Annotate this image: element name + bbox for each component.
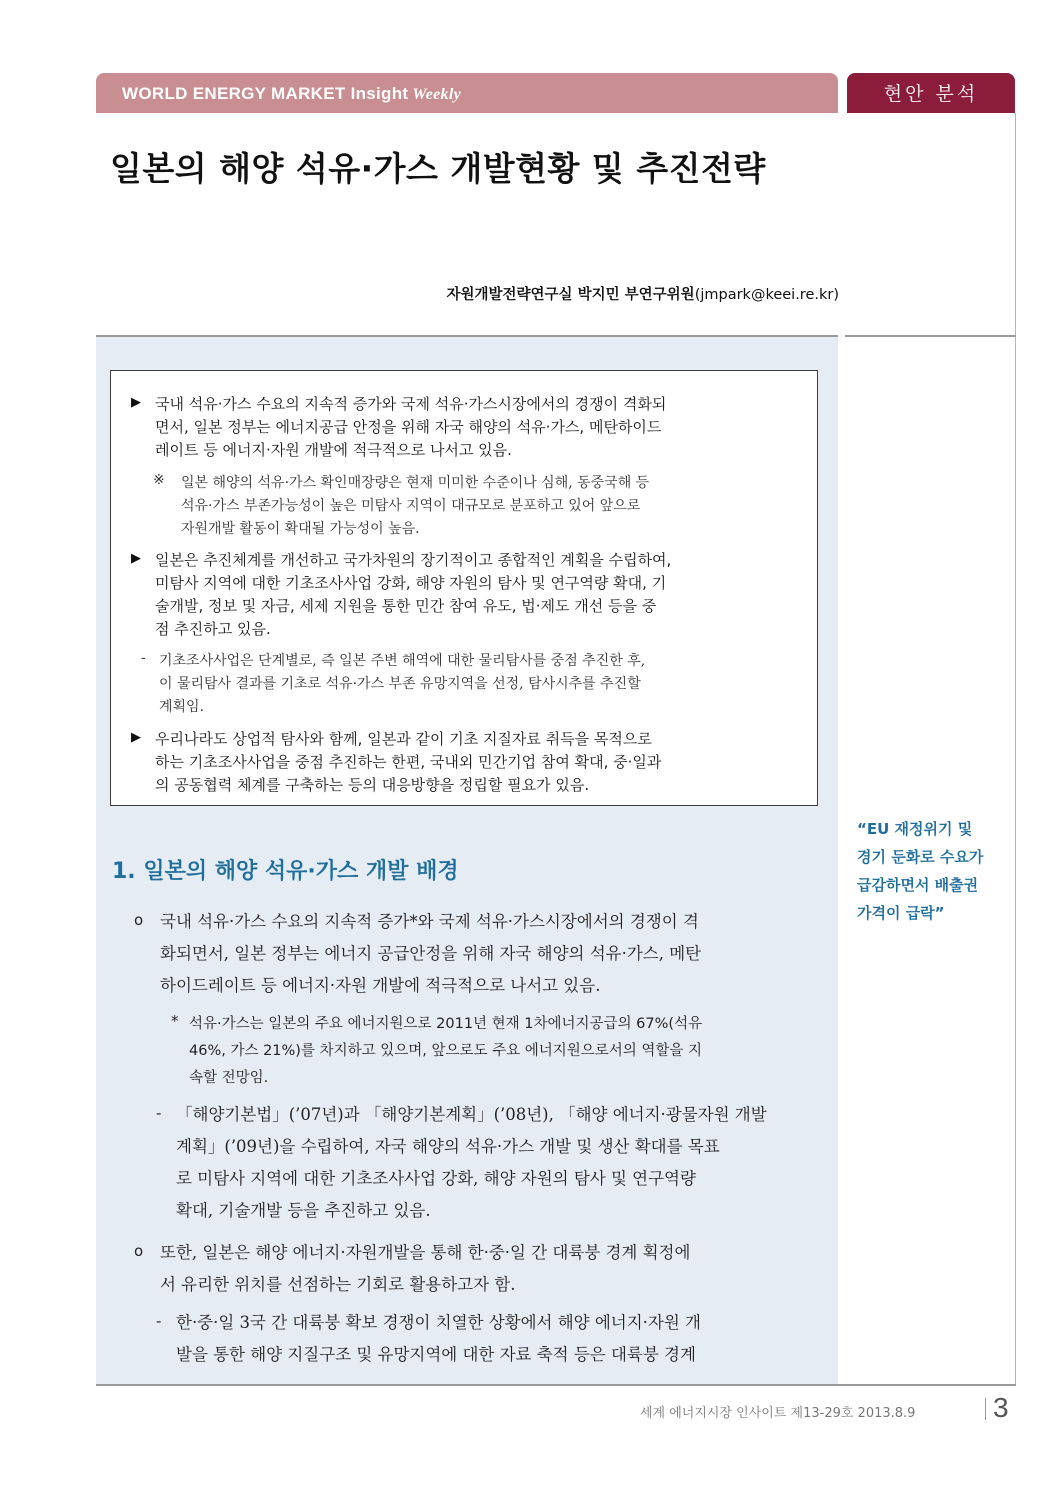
summary-note-line: 일본 해양의 석유·가스 확인매장량은 현재 미미한 수준이나 심해, 동중국해 등	[181, 475, 650, 491]
sidebar-quote-line: “EU 재정위기 및	[857, 820, 973, 838]
summary-line: 점 추진하고 있음.	[155, 620, 271, 638]
right-divider	[1015, 113, 1016, 1385]
body-line: 계획」(’09년)을 수립하여, 자국 해양의 석유·가스 개발 및 생산 확대를 목표	[176, 1137, 720, 1156]
footer-separator	[985, 1398, 986, 1420]
body-line: 국내 석유·가스 수요의 지속적 증가*와 국제 석유·가스시장에서의 경쟁이 격	[160, 912, 699, 931]
summary-line: 미탐사 지역에 대한 기초조사사업 강화, 해양 자원의 탐사 및 연구역량 확대, 기	[155, 574, 667, 592]
summary-line: 하는 기초조사사업을 중점 추진하는 한편, 국내외 민간기업 참여 확대, 중·일과	[155, 753, 662, 771]
footnote-marker: *	[171, 1012, 179, 1030]
author-line	[446, 283, 839, 304]
footnote-line: 속할 전망임.	[189, 1070, 269, 1086]
summary-note-line: 자원개발 활동이 확대될 가능성이 높음.	[181, 521, 420, 537]
body-line: 로 미탐사 지역에 대한 기초조사사업 강화, 해양 자원의 탐사 및 연구역량	[176, 1169, 696, 1188]
summary-note-line: 기초조사사업은 단계별로, 즉 일본 주변 해역에 대한 물리탐사를 중점 추진한 후,	[159, 653, 646, 669]
body-line: 「해양기본법」(’07년)과 「해양기본계획」(’08년), 「해양 에너지·광물자원 개발	[176, 1105, 767, 1124]
summary-line: 일본은 추진체계를 개선하고 국가차원의 장기적이고 종합적인 계획을 수립하여,	[155, 551, 672, 569]
body-line: 발을 통한 해양 지질구조 및 유망지역에 대한 자료 축적 등은 대륙붕 경계	[176, 1345, 696, 1364]
brand-name: WORLD ENERGY MARKET Insight	[122, 84, 409, 103]
body-line: 확대, 기술개발 등을 추진하고 있음.	[176, 1201, 431, 1220]
summary-box	[110, 370, 818, 806]
bullet-triangle-icon: ▶	[131, 395, 141, 410]
dash-marker: -	[141, 650, 146, 666]
summary-line: 술개발, 정보 및 자금, 세제 지원을 통한 민간 참여 유도, 법·제도 개선 등을 중	[155, 597, 657, 615]
dash-marker: -	[156, 1104, 162, 1122]
sidebar-quote-line: 경기 둔화로 수요가	[857, 848, 984, 866]
summary-line: 국내 석유·가스 수요의 지속적 증가와 국제 석유·가스시장에서의 경쟁이 격화되	[155, 395, 667, 413]
header-divider-side	[845, 335, 1016, 337]
body-line: 화되면서, 일본 정부는 에너지 공급안정을 위해 자국 해양의 석유·가스, 메탄	[160, 944, 702, 963]
body-line: 하이드레이트 등 에너지·자원 개발에 적극적으로 나서고 있음.	[160, 976, 601, 995]
note-marker: ※	[153, 472, 165, 488]
bullet-triangle-icon: ▶	[131, 551, 141, 566]
article-title: 일본의 해양 석유·가스 개발현황 및 추진전략	[110, 149, 766, 188]
bullet-triangle-icon: ▶	[131, 730, 141, 745]
brand-suffix: Weekly	[412, 86, 461, 103]
page-number: 3	[993, 1392, 1009, 1423]
sidebar-quote-line: 가격이 급락”	[857, 904, 945, 922]
summary-note-line: 계획임.	[159, 699, 205, 715]
bullet-marker: o	[134, 911, 144, 929]
author-name: 자원개발전략연구실 박지민 부연구위원	[446, 287, 695, 303]
footer-publication: 세계 에너지시장 인사이트 제13-29호 2013.8.9	[640, 1406, 916, 1421]
dash-marker: -	[156, 1312, 162, 1330]
body-line: 또한, 일본은 해양 에너지·자원개발을 통해 한·중·일 간 대륙붕 경계 획정에	[160, 1243, 691, 1262]
bullet-marker: o	[134, 1242, 144, 1260]
summary-line: 의 공동협력 체계를 구축하는 등의 대응방향을 정립할 필요가 있음.	[155, 776, 590, 794]
body-line: 서 유리한 위치를 선점하는 기회로 활용하고자 함.	[160, 1275, 516, 1294]
author-email: (jmpark@keei.re.kr)	[694, 287, 839, 303]
summary-line: 우리나라도 상업적 탐사와 함께, 일본과 같이 기초 지질자료 취득을 목적으로	[155, 730, 652, 748]
summary-line: 면서, 일본 정부는 에너지공급 안정을 위해 자국 해양의 석유·가스, 메탄하이드	[155, 418, 662, 436]
summary-line: 레이트 등 에너지·자원 개발에 적극적으로 나서고 있음.	[155, 441, 512, 459]
summary-note-line: 석유·가스 부존가능성이 높은 미탐사 지역이 대규모로 분포하고 있어 앞으로	[181, 498, 641, 514]
section-heading: 1. 일본의 해양 석유·가스 개발 배경	[112, 859, 459, 884]
publication-brand	[122, 84, 461, 104]
footnote-line: 석유·가스는 일본의 주요 에너지원으로 2011년 현재 1차에너지공급의 67%(석유	[189, 1016, 703, 1032]
footer-divider	[96, 1384, 1016, 1386]
footnote-line: 46%, 가스 21%)를 차지하고 있으며, 앞으로도 주요 에너지원으로서의 역할을 지	[189, 1043, 703, 1059]
section-tab: 현안 분석	[847, 73, 1015, 113]
sidebar-quote-line: 급감하면서 배출권	[857, 876, 979, 894]
body-line: 한·중·일 3국 간 대륙붕 확보 경쟁이 치열한 상황에서 해양 에너지·자원 개	[176, 1313, 701, 1332]
summary-note-line: 이 물리탐사 결과를 기초로 석유·가스 부존 유망지역을 선정, 탐사시추를 추진할	[159, 676, 641, 692]
